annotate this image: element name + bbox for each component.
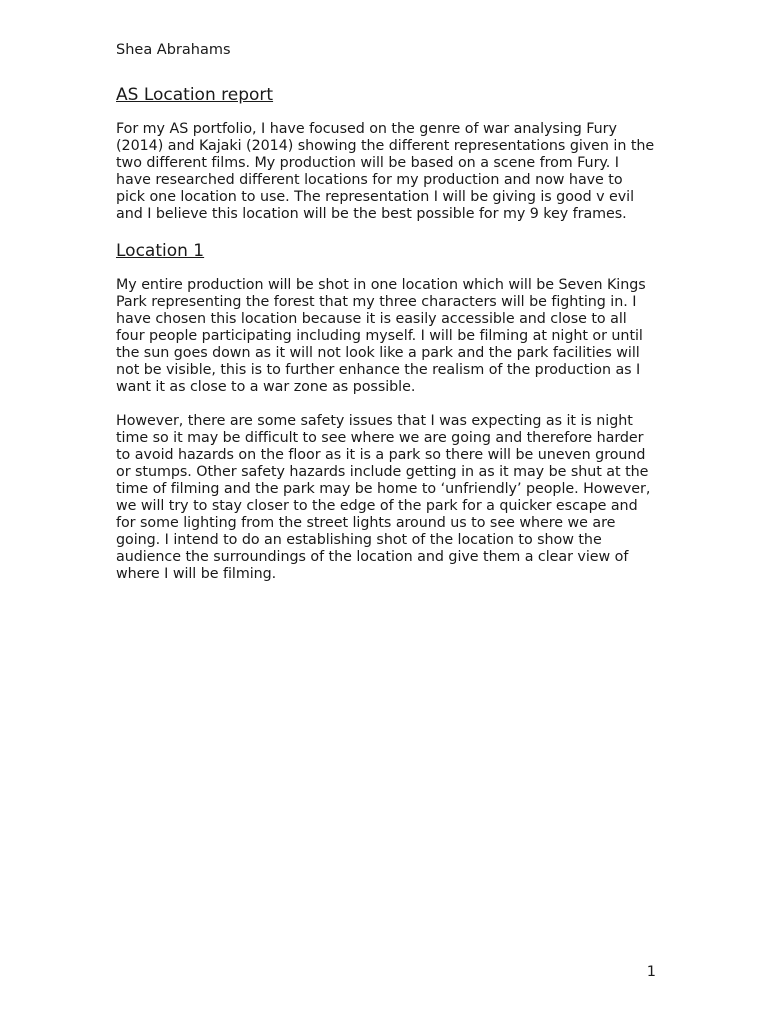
location-paragraph-1: My entire production will be shot in one location which will be Seven Kings Park representing the forest that my three characters will be fighting in. I have chosen this location because it is easily accessible and close to all four people participating including myself. I will be filming at night or until the sun goes down as it will not look like a park and the park facilities will not be visible, this is to further enhance the realism of the production as I want it as close to a war zone as possible. bbox=[116, 277, 646, 395]
page-number: 1 bbox=[646, 964, 656, 980]
document-title: AS Location report bbox=[116, 85, 274, 105]
author-name: Shea Abrahams bbox=[116, 42, 231, 58]
page-content bbox=[116, 40, 656, 600]
section-heading-location-1: Location 1 bbox=[116, 241, 205, 261]
location-paragraph-2: However, there are some safety issues that I was expecting as it is night time so it may be difficult to see where we are going and therefore harder to avoid hazards on the floor as it is a park so there will be uneven ground or stumps. Other safety hazards include getting in as it may be shut at the time of filming and the park may be home to ‘unfriendly’ people. However, we will try to stay closer to the edge of the park for a quicker escape and for some lighting from the street lights around us to see where we are going. I intend to do an establishing shot of the location to show the audience the surroundings of the location and give them a clear view of where I will be filming. bbox=[116, 413, 651, 582]
intro-paragraph: For my AS portfolio, I have focused on the genre of war analysing Fury (2014) and Kajaki (2014) showing the different representations given in the two different films. My production will be based on a scene from Fury. I have researched different locations for my production and now have to pick one location to use. The representation I will be giving is good v evil and I believe this location will be the best possible for my 9 key frames. bbox=[116, 121, 655, 222]
